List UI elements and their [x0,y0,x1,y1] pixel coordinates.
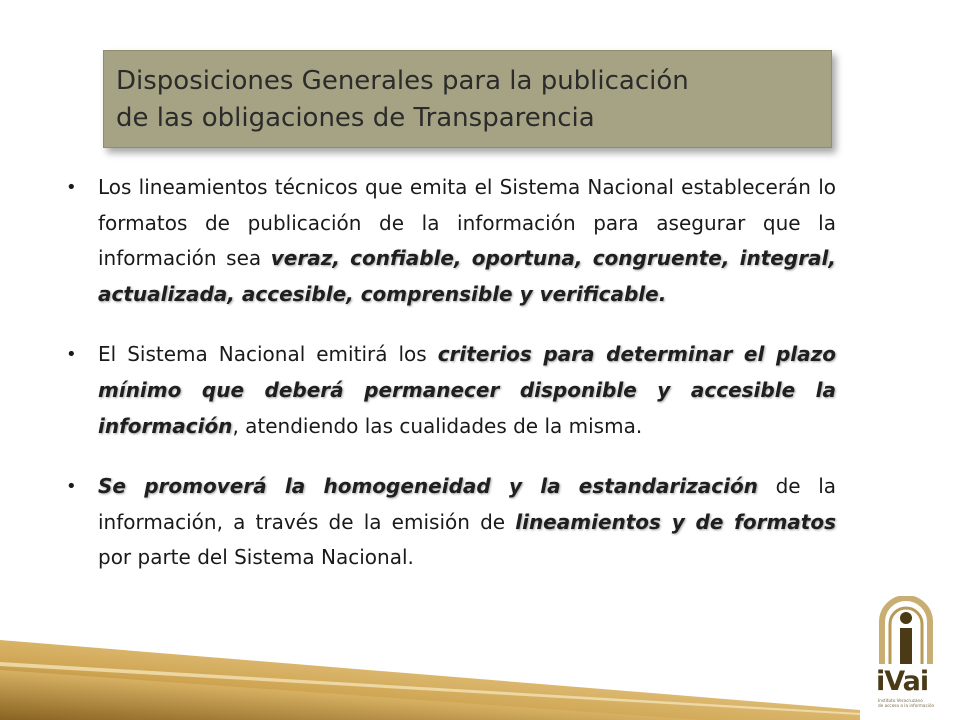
bullet-item-1 [66,170,836,312]
logo-subtitle [878,698,938,708]
bullet-dot-icon: • [66,177,77,198]
slide-title-line-2: de las obligaciones de Transparencia [116,103,595,133]
bullet-2-end: , atendiendo las cualidades de la misma. [232,413,643,438]
bullet-3-emphasis-2: lineamientos y de formatos [515,509,836,534]
decorative-gold-stripe [0,600,860,720]
bullet-list [66,170,836,601]
logo-subtitle-line-1: Instituto Veracruzano [878,698,923,703]
bullet-3-end: por parte del Sistema Nacional. [98,545,414,570]
bullet-1-text: Los lineamientos técnicos que emita el Sistema Nacional establecerán lo formatos de publicación de la información para asegurar que la información sea [98,175,836,271]
bullet-1-end: . [658,281,667,306]
bullet-3-text: de la información, a través de la emisión de [98,474,837,534]
slide-title-line-1: Disposiciones Generales para la publicación [116,66,689,96]
bullet-dot-icon: • [66,344,77,366]
bullet-3-emphasis-1: Se promoverá la homogeneidad y la estandarización [98,474,758,499]
bullet-1-emphasis: veraz, confiable, oportuna, congruente, integral, actualizada, accesible, comprensible y verificable [98,246,837,306]
bullet-2-text: El Sistema Nacional emitirá los [98,342,438,367]
logo-wordmark: iVai [876,666,929,697]
bullet-item-2 [66,337,836,444]
ivai-logo-mark-icon [874,596,938,666]
bullet-dot-icon: • [66,476,77,498]
title-box [103,50,832,148]
bullet-item-3 [66,469,836,576]
bullet-2-emphasis: criterios para determinar el plazo mínimo que deberá permanecer disponible y accesible la información [98,342,837,438]
ivai-logo [868,596,952,716]
logo-subtitle-line-2: de acceso a la información [878,703,935,708]
